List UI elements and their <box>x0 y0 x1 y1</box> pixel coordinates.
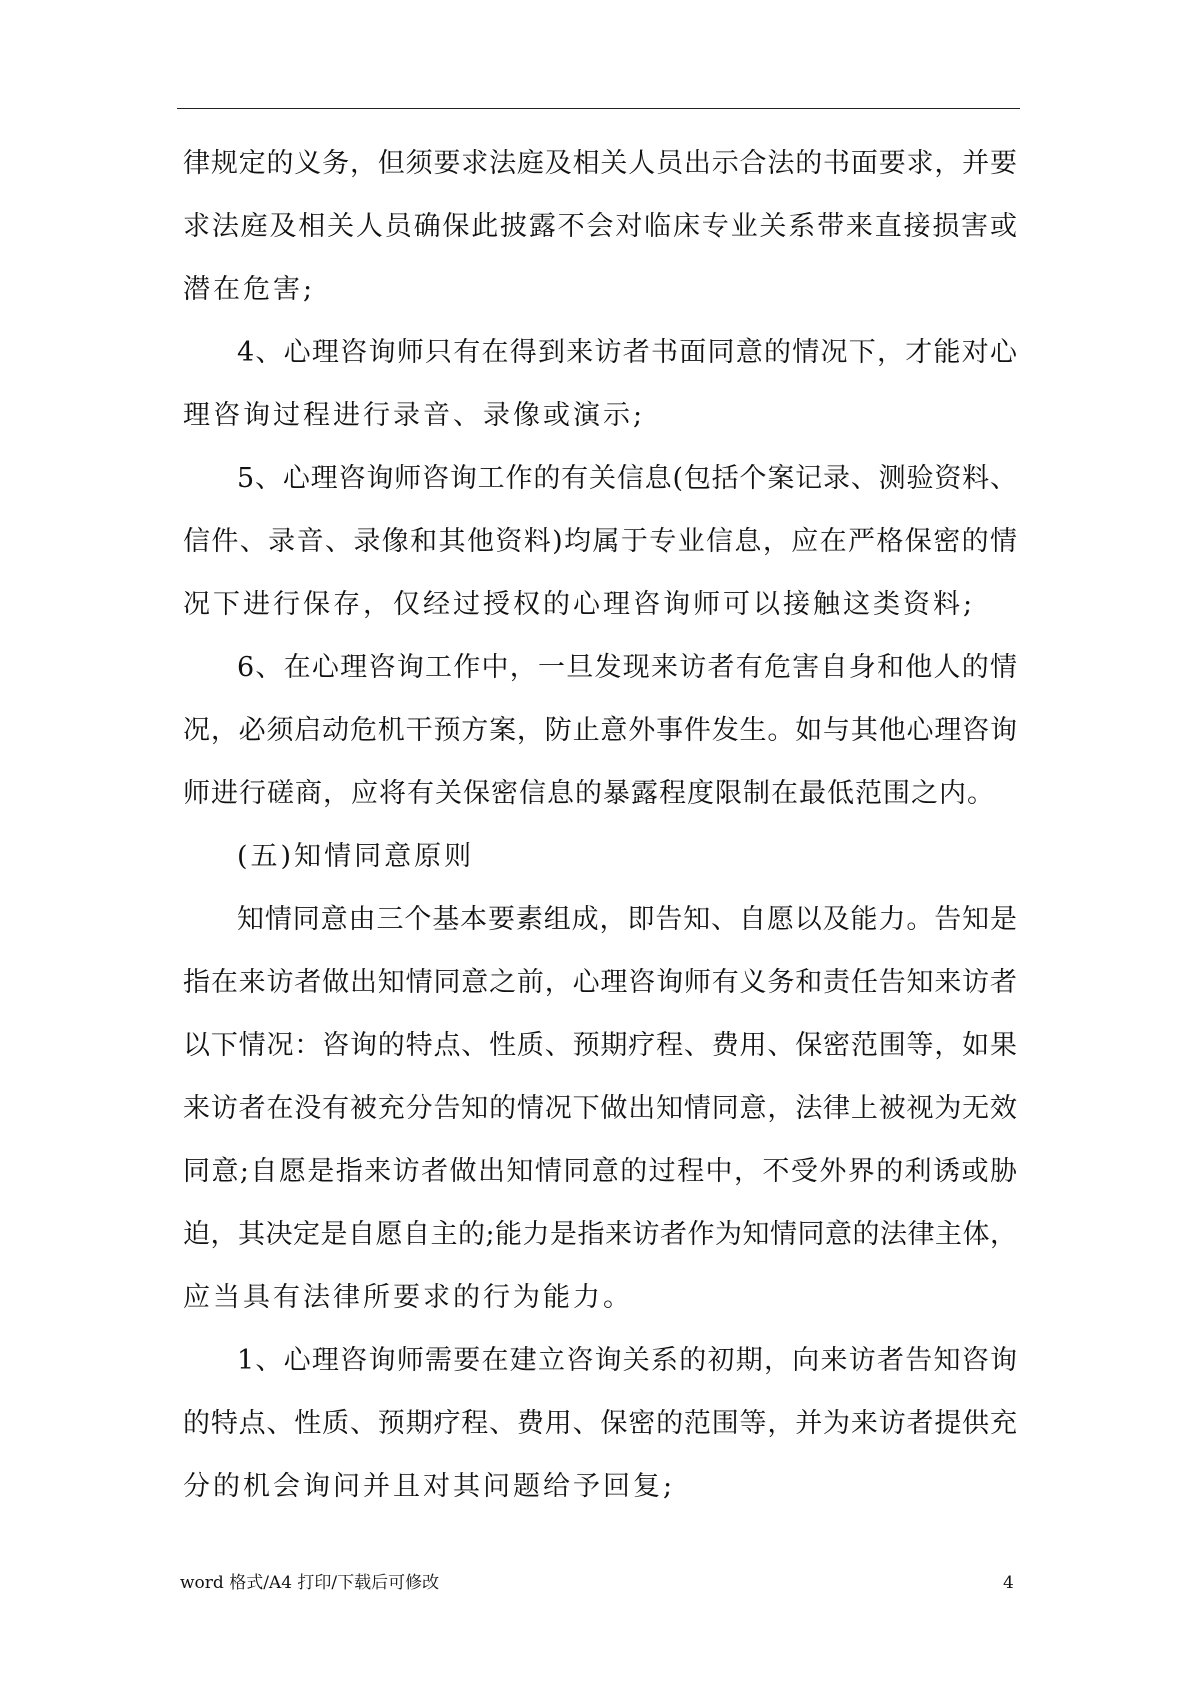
paragraph-line: 理咨询过程进行录音、录像或演示; <box>183 400 646 431</box>
paragraph-line: 师进行磋商，应将有关保密信息的暴露程度限制在最低范围之内。 <box>183 778 995 809</box>
paragraph-line: 来访者在没有被充分告知的情况下做出知情同意，法律上被视为无效 <box>183 1093 1017 1124</box>
paragraph-line: 4、心理咨询师只有在得到来访者书面同意的情况下，才能对心 <box>237 337 1017 368</box>
page-number: 4 <box>1003 1573 1014 1593</box>
paragraph-line: 知情同意由三个基本要素组成，即告知、自愿以及能力。告知是 <box>237 904 1017 935</box>
paragraph-line: 1、心理咨询师需要在建立咨询关系的初期，向来访者告知咨询 <box>237 1345 1017 1376</box>
paragraph-line: 潜在危害; <box>183 274 316 305</box>
paragraph-line: 5、心理咨询师咨询工作的有关信息(包括个案记录、测验资料、 <box>237 463 1017 494</box>
paragraph-line: 律规定的义务，但须要求法庭及相关人员出示合法的书面要求，并要 <box>183 148 1017 179</box>
paragraph-line: 指在来访者做出知情同意之前，心理咨询师有义务和责任告知来访者 <box>183 967 1017 998</box>
paragraph-line: 分的机会询问并且对其问题给予回复; <box>183 1471 676 1502</box>
section-heading: (五)知情同意原则 <box>237 841 475 872</box>
paragraph-line: 信件、录音、录像和其他资料)均属于专业信息，应在严格保密的情 <box>183 526 1017 557</box>
paragraph-line: 求法庭及相关人员确保此披露不会对临床专业关系带来直接损害或 <box>183 211 1017 242</box>
paragraph-line: 的特点、性质、预期疗程、费用、保密的范围等，并为来访者提供充 <box>183 1408 1017 1439</box>
document-body <box>183 146 1017 1532</box>
paragraph-line: 迫，其决定是自愿自主的;能力是指来访者作为知情同意的法律主体， <box>183 1219 1017 1250</box>
paragraph-line: 应当具有法律所要求的行为能力。 <box>183 1282 633 1313</box>
paragraph-line: 以下情况：咨询的特点、性质、预期疗程、费用、保密范围等，如果 <box>183 1030 1017 1061</box>
paragraph-line: 同意;自愿是指来访者做出知情同意的过程中，不受外界的利诱或胁 <box>183 1156 1017 1187</box>
header-rule <box>177 108 1020 109</box>
footer-note: word 格式/A4 打印/下载后可修改 <box>180 1573 440 1593</box>
paragraph-line: 况下进行保存，仅经过授权的心理咨询师可以接触这类资料; <box>183 589 976 620</box>
paragraph-line: 6、在心理咨询工作中，一旦发现来访者有危害自身和他人的情 <box>237 652 1017 683</box>
paragraph-line: 况，必须启动危机干预方案，防止意外事件发生。如与其他心理咨询 <box>183 715 1017 746</box>
